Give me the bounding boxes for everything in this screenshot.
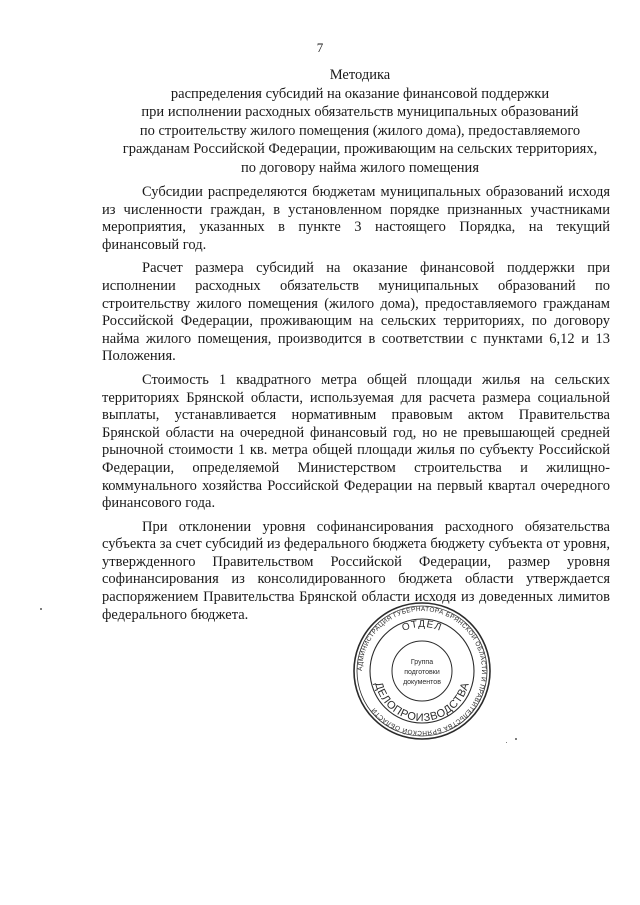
stamp-top-text: ОТДЕЛ [400, 618, 444, 634]
title-heading: Методика [329, 67, 391, 83]
stamp-center-line: подготовки [404, 669, 440, 676]
stamp-bottom-text: ДЕЛОПРОИЗВОДСТВА [372, 680, 472, 725]
title-line: по строительству жилого помещения (жилого дома), предоставляемого [139, 122, 581, 139]
paragraph: Субсидии распределяются бюджетам муниципальных образований исходя из численности граждан, в установленном порядке признанных участниками мероприятия, указанных в пункте 3 настоящего Порядка, на текущий финансовый год. [102, 184, 610, 253]
svg-text:ОТДЕЛ [401, 619, 444, 634]
stamp-center-line: документов [403, 679, 441, 686]
title-line: распределения субсидий на оказание финансовой поддержки [170, 85, 550, 102]
scan-speck [506, 742, 507, 743]
document-body [102, 184, 610, 630]
page-number: 7 [316, 40, 324, 55]
stamp-center-line: Группа [410, 659, 434, 666]
office-stamp [352, 601, 492, 741]
document-title [80, 66, 640, 177]
stamp-graphic [352, 601, 492, 741]
paragraph: Стоимость 1 квадратного метра общей площади жилья на сельских территориях Брянской области, используемая для расчета размера социальной выплаты, устанавливается нормативным правовым актом Правительства Брянской области на очередной финансовый год, но не превышающей средней рыночной стоимости 1 кв. метра общей площади жилья по субъекту Российской Федерации, определяемой Министерством строительства и жилищно-коммунального хозяйства Российской Федерации на первый квартал очередного финансового года. [102, 371, 610, 512]
title-line: по договору найма жилого помещения [241, 159, 479, 176]
paragraph: Расчет размера субсидий на оказание финансовой поддержки при исполнении расходных обязательств муниципальных образований по строительству жилого помещения (жилого дома), предоставляемого гражданам Российской Федерации, проживающим на сельских территориях, по договору найма жилого помещения, производится в соответствии с пунктами 6,12 и 13 Положения. [102, 260, 610, 365]
title-line: при исполнении расходных обязательств муниципальных образований [141, 104, 579, 120]
title-line: гражданам Российской Федерации, проживающим на сельских территориях, [122, 141, 598, 157]
paragraph: При отклонении уровня софинансирования расходного обязательства субъекта за счет субсидий из федерального бюджета бюджету субъекта от уровня, утвержденного Правительством Российской Федерации, размер уровня софинансирования из консолидированного бюджета области утверждается распоряжением Правительства Брянской области исходя из доведенных лимитов федерального бюджета. [102, 518, 610, 623]
scan-speck [40, 608, 42, 610]
stamp-outer-text: АДМИНИСТРАЦИЯ ГУБЕРНАТОРА БРЯНСКОЙ ОБЛАСТИ И ПРАВИТЕЛЬСТВА БРЯНСКОЙ ОБЛАСТИ [356, 605, 488, 737]
scan-speck [515, 738, 517, 740]
